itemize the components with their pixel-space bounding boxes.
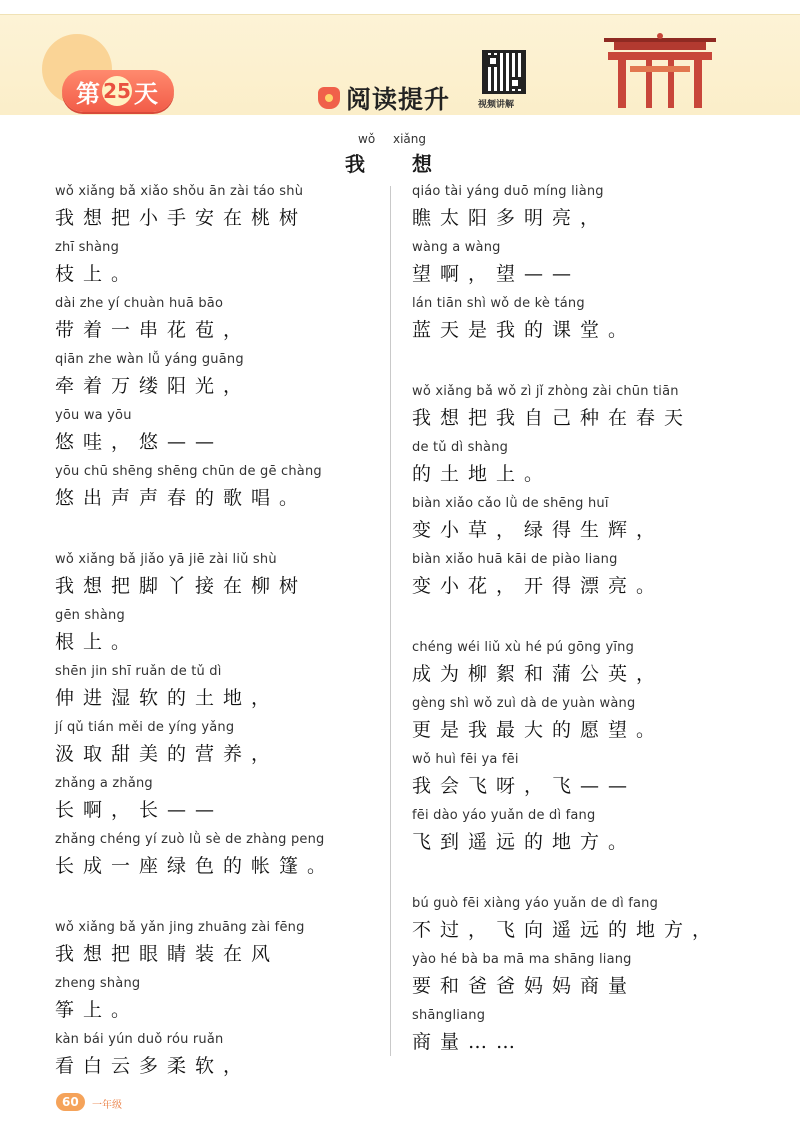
line-text: 汲取甜美的营养，: [55, 743, 280, 765]
bag-icon: [318, 87, 340, 109]
stanza-gap: [55, 888, 385, 920]
line-pinyin: biàn xiǎo cǎo lǜ de shēng huī: [412, 496, 609, 511]
column-divider: [390, 186, 391, 1056]
poem-title-text: 我 想: [345, 152, 452, 176]
day-badge: [62, 70, 174, 112]
poem-line: [55, 608, 385, 664]
line-pinyin: lán tiān shì wǒ de kè táng: [412, 296, 585, 311]
line-pinyin: zheng shàng: [55, 976, 141, 991]
day-prefix: 第: [76, 79, 100, 108]
line-pinyin: zhī shàng: [55, 240, 120, 255]
day-number: 25: [102, 76, 132, 106]
line-text: 枝上。: [55, 263, 140, 285]
left-column: [55, 184, 385, 1088]
poem-line: [55, 296, 385, 352]
line-pinyin: gēn shàng: [55, 608, 125, 623]
line-text: 的土地上。: [412, 463, 553, 485]
poem-line: [55, 664, 385, 720]
section-header: [318, 80, 450, 116]
section-title: 阅读提升: [346, 85, 451, 114]
line-pinyin: gèng shì wǒ zuì dà de yuàn wàng: [412, 696, 636, 711]
poem-line: [55, 408, 385, 464]
line-pinyin: zhǎng chéng yí zuò lǜ sè de zhàng peng: [55, 832, 325, 847]
poem-line: [412, 752, 742, 808]
line-text: 长成一座绿色的帐篷。: [55, 855, 336, 877]
line-pinyin: wǒ xiǎng bǎ xiǎo shǒu ān zài táo shù: [55, 184, 304, 199]
stanza-gap: [412, 864, 742, 896]
gate-illustration-icon: [600, 30, 720, 110]
poem-line: [55, 720, 385, 776]
poem-line: [55, 976, 385, 1032]
line-text: 我想把我自己种在春天: [412, 407, 693, 429]
line-text: 牵着万缕阳光，: [55, 375, 252, 397]
line-text: 看白云多柔软，: [55, 1055, 252, 1077]
line-text: 望啊，望——: [412, 263, 581, 285]
line-text: 长啊，长——: [55, 799, 224, 821]
line-text: 带着一串花苞，: [55, 319, 252, 341]
line-text: 我会飞呀，飞——: [412, 775, 637, 797]
line-pinyin: zhǎng a zhǎng: [55, 776, 153, 791]
poem-line: [55, 552, 385, 608]
poem-line: [55, 776, 385, 832]
line-pinyin: yōu wa yōu: [55, 408, 132, 423]
poem-line: [55, 184, 385, 240]
line-pinyin: chéng wéi liǔ xù hé pú gōng yīng: [412, 640, 635, 655]
poem-line: [55, 240, 385, 296]
poem-title-pinyin: wǒ xiǎng: [358, 132, 426, 146]
line-text: 更是我最大的愿望。: [412, 719, 665, 741]
poem-line: [412, 1008, 742, 1064]
line-pinyin: shāngliang: [412, 1008, 486, 1023]
line-pinyin: wǒ xiǎng bǎ jiǎo yā jiē zài liǔ shù: [55, 552, 277, 567]
line-pinyin: jí qǔ tián měi de yíng yǎng: [55, 720, 235, 735]
line-text: 要和爸爸妈妈商量: [412, 975, 637, 997]
stanza-gap: [55, 520, 385, 552]
line-pinyin: shēn jin shī ruǎn de tǔ dì: [55, 664, 222, 679]
poem-line: [55, 1032, 385, 1088]
line-text: 成为柳絮和蒲公英，: [412, 663, 665, 685]
grade-label: 一年级: [92, 1100, 122, 1111]
poem-line: [412, 496, 742, 552]
line-pinyin: wàng a wàng: [412, 240, 501, 255]
line-text: 瞧太阳多明亮，: [412, 207, 609, 229]
poem-line: [55, 464, 385, 520]
poem-line: [412, 896, 742, 952]
line-text: 不过，飞向遥远的地方，: [412, 919, 721, 941]
line-text: 变小草，绿得生辉，: [412, 519, 665, 541]
stanza-gap: [412, 608, 742, 640]
line-pinyin: yōu chū shēng shēng chūn de gē chàng: [55, 464, 322, 479]
poem-line: [412, 640, 742, 696]
day-suffix: 天: [134, 79, 158, 108]
qr-label: 视频讲解: [478, 100, 515, 110]
line-text: 筝上。: [55, 999, 140, 1021]
page-number: 60: [56, 1093, 85, 1111]
line-text: 飞到遥远的地方。: [412, 831, 637, 853]
poem-line: [412, 696, 742, 752]
qr-code-icon[interactable]: [482, 50, 526, 94]
line-pinyin: de tǔ dì shàng: [412, 440, 509, 455]
poem-line: [55, 920, 385, 976]
poem-line: [55, 352, 385, 408]
line-pinyin: biàn xiǎo huā kāi de piào liang: [412, 552, 618, 567]
line-pinyin: wǒ xiǎng bǎ yǎn jing zhuāng zài fēng: [55, 920, 305, 935]
line-pinyin: dài zhe yí chuàn huā bāo: [55, 296, 224, 311]
line-pinyin: wǒ xiǎng bǎ wǒ zì jǐ zhòng zài chūn tiān: [412, 384, 679, 399]
poem-line: [412, 952, 742, 1008]
poem-line: [412, 440, 742, 496]
line-text: 商量……: [412, 1031, 525, 1053]
line-text: 我想把脚丫接在柳树: [55, 575, 308, 597]
stanza-gap: [412, 352, 742, 384]
line-text: 蓝天是我的课堂。: [412, 319, 637, 341]
poem-line: [412, 296, 742, 352]
line-text: 我想把眼睛装在风: [55, 943, 280, 965]
line-text: 悠出声声春的歌唱。: [55, 487, 308, 509]
line-pinyin: wǒ huì fēi ya fēi: [412, 752, 519, 767]
poem-line: [412, 808, 742, 864]
poem-line: [412, 184, 742, 240]
line-text: 变小花，开得漂亮。: [412, 575, 665, 597]
line-text: 悠哇，悠——: [55, 431, 224, 453]
line-pinyin: qiān zhe wàn lǚ yáng guāng: [55, 352, 244, 367]
line-text: 我想把小手安在桃树: [55, 207, 308, 229]
line-pinyin: fēi dào yáo yuǎn de dì fang: [412, 808, 596, 823]
right-column: [412, 184, 742, 1064]
line-pinyin: kàn bái yún duǒ róu ruǎn: [55, 1032, 224, 1047]
line-pinyin: yào hé bà ba mā ma shāng liang: [412, 952, 632, 967]
line-text: 根上。: [55, 631, 140, 653]
line-text: 伸进湿软的土地，: [55, 687, 280, 709]
poem-line: [412, 240, 742, 296]
line-pinyin: bú guò fēi xiàng yáo yuǎn de dì fang: [412, 896, 659, 911]
poem-line: [55, 832, 385, 888]
line-pinyin: qiáo tài yáng duō míng liàng: [412, 184, 604, 199]
poem-line: [412, 552, 742, 608]
poem-line: [412, 384, 742, 440]
